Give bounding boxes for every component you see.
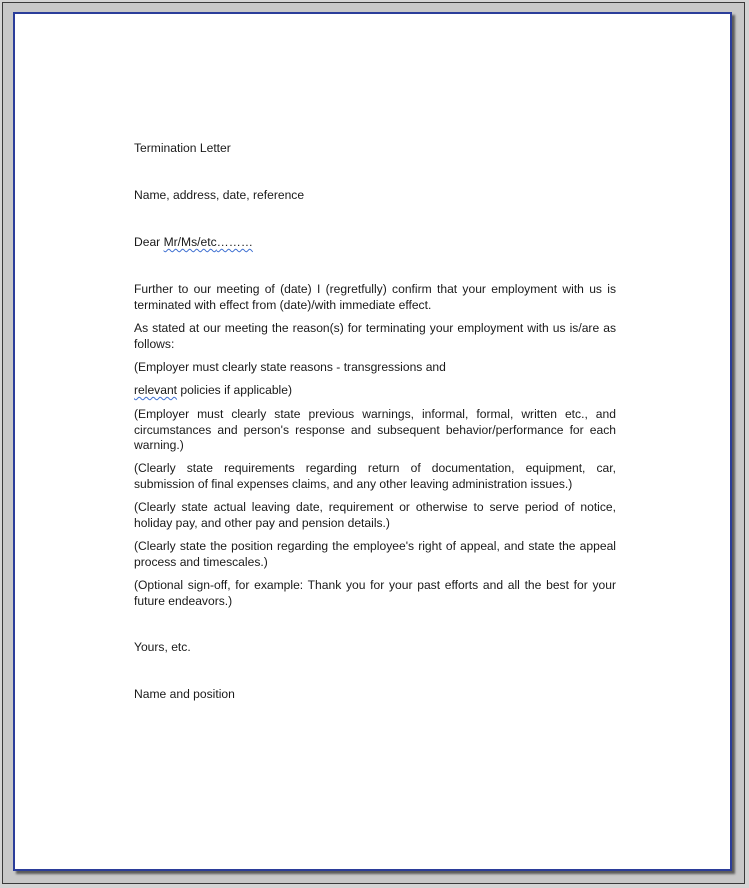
closing: Yours, etc. bbox=[134, 640, 191, 654]
paragraph-sign-off: (Optional sign-off, for example: Thank you for your past efforts and all the best for your future endeavors.) bbox=[134, 578, 616, 608]
salutation-name: Mr/Ms/etc bbox=[163, 235, 217, 249]
paragraph-relevant-policies bbox=[134, 383, 616, 399]
relevant-rest: policies if applicable) bbox=[177, 383, 292, 397]
signature-line: Name and position bbox=[134, 687, 235, 701]
relevant-word: relevant bbox=[134, 383, 178, 397]
paragraph-confirmation: Further to our meeting of (date) I (regretfully) confirm that your employment with us is terminated with effect from (date)/with immediate effect. bbox=[134, 282, 616, 312]
paragraph-warnings: (Employer must clearly state previous warnings, informal, formal, written etc., and circumstances and person's response and subsequent behavior/performance for each warning.) bbox=[134, 407, 616, 453]
letter-title: Termination Letter bbox=[134, 141, 231, 155]
salutation-prefix: Dear bbox=[134, 235, 164, 249]
document-page bbox=[13, 12, 732, 871]
paragraph-return-items: (Clearly state requirements regarding return of documentation, equipment, car, submission of final expenses claims, and any other leaving administration issues.) bbox=[134, 461, 616, 491]
salutation bbox=[134, 235, 616, 251]
recipient-line: Name, address, date, reference bbox=[134, 188, 305, 202]
paragraph-reasons-intro: As stated at our meeting the reason(s) for terminating your employment with us is/are as follows: bbox=[134, 321, 616, 351]
paragraph-appeal: (Clearly state the position regarding the employee's right of appeal, and state the appeal process and timescales.) bbox=[134, 539, 616, 569]
paragraph-leaving-date: (Clearly state actual leaving date, requirement or otherwise to serve period of notice, holiday pay, and other pay and pension details.) bbox=[134, 500, 616, 530]
paragraph-reasons-placeholder: (Employer must clearly state reasons - transgressions and bbox=[134, 360, 446, 374]
salutation-dots: ……… bbox=[216, 235, 253, 249]
